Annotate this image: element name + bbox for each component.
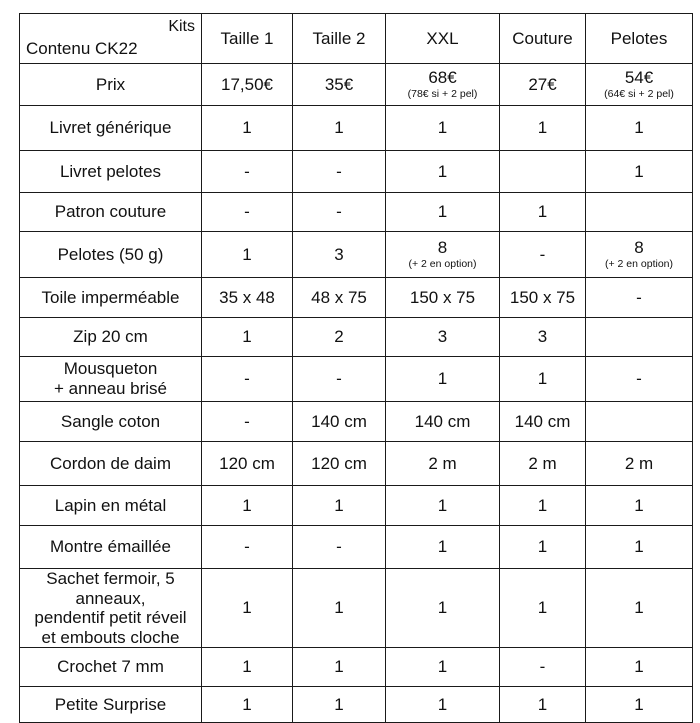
cell-pelotes bbox=[586, 486, 693, 526]
cell-xxl bbox=[386, 442, 500, 486]
cell-value: - bbox=[336, 202, 342, 222]
cell-note: (64€ si + 2 pel) bbox=[604, 88, 674, 101]
cell-note: (+ 2 en option) bbox=[408, 258, 477, 271]
row-label: Montre émaillée bbox=[20, 526, 202, 569]
cell-pelotes bbox=[586, 106, 693, 151]
cell-pelotes bbox=[586, 278, 693, 318]
cell-xxl bbox=[386, 687, 500, 723]
row-label: Prix bbox=[20, 64, 202, 106]
cell-taille-2 bbox=[293, 232, 386, 278]
row-label: Patron couture bbox=[20, 193, 202, 232]
cell-taille-2 bbox=[293, 318, 386, 357]
cell-couture bbox=[500, 318, 586, 357]
cell-taille-1 bbox=[202, 318, 293, 357]
cell-value: 1 bbox=[242, 118, 252, 138]
cell-value: 2 bbox=[334, 327, 344, 347]
cell-taille-2 bbox=[293, 486, 386, 526]
cell-value: 1 bbox=[437, 118, 448, 138]
row-label: Crochet 7 mm bbox=[20, 648, 202, 687]
corner-cell bbox=[20, 14, 202, 64]
cell-note: (78€ si + 2 pel) bbox=[407, 88, 478, 101]
cell-xxl bbox=[386, 648, 500, 687]
cell-value: 48 x 75 bbox=[311, 287, 367, 307]
cell-value: 1 bbox=[437, 202, 448, 222]
row-label: Sachet fermoir, 5 anneaux, pendentif petit réveil et embouts cloche bbox=[20, 569, 202, 648]
cell-value: - bbox=[539, 657, 546, 677]
cell-value: 54€ bbox=[624, 67, 654, 87]
cell-taille-1 bbox=[202, 106, 293, 151]
cell-couture bbox=[500, 486, 586, 526]
table-row bbox=[20, 526, 693, 569]
cell-couture bbox=[500, 278, 586, 318]
cell-couture bbox=[500, 526, 586, 569]
cell-value: - bbox=[336, 161, 342, 181]
table-row bbox=[20, 106, 693, 151]
cell-value: 1 bbox=[437, 161, 448, 181]
cell-value: 140 cm bbox=[311, 411, 367, 431]
cell-xxl bbox=[386, 318, 500, 357]
cell-value: 1 bbox=[537, 694, 548, 714]
cell-value: - bbox=[636, 287, 642, 307]
cell-couture bbox=[500, 569, 586, 648]
cell-taille-2 bbox=[293, 442, 386, 486]
cell-value: 1 bbox=[242, 495, 252, 515]
cell-value: 8 bbox=[437, 237, 448, 257]
cell-taille-2 bbox=[293, 106, 386, 151]
cell-value: 1 bbox=[334, 118, 344, 138]
table-row bbox=[20, 569, 693, 648]
cell-pelotes bbox=[586, 318, 693, 357]
cell-value: 27€ bbox=[528, 74, 557, 94]
table-row bbox=[20, 486, 693, 526]
table-body bbox=[20, 64, 693, 723]
table-row bbox=[20, 193, 693, 232]
cell-xxl bbox=[386, 357, 500, 402]
cell-couture bbox=[500, 357, 586, 402]
cell-pelotes bbox=[586, 402, 693, 442]
table-row bbox=[20, 318, 693, 357]
cell-value: 2 m bbox=[428, 453, 457, 473]
cell-pelotes bbox=[586, 64, 693, 106]
cell-taille-2 bbox=[293, 357, 386, 402]
cell-value: 35 x 48 bbox=[219, 287, 275, 307]
cell-value: 1 bbox=[634, 161, 644, 181]
cell-taille-2 bbox=[293, 193, 386, 232]
cell-value: 1 bbox=[537, 598, 548, 618]
cell-couture bbox=[500, 193, 586, 232]
table-row bbox=[20, 648, 693, 687]
cell-xxl bbox=[386, 486, 500, 526]
cell-taille-1 bbox=[202, 526, 293, 569]
cell-taille-1 bbox=[202, 442, 293, 486]
cell-xxl bbox=[386, 232, 500, 278]
row-label: Toile imperméable bbox=[20, 278, 202, 318]
cell-taille-1 bbox=[202, 687, 293, 723]
table-row bbox=[20, 232, 693, 278]
cell-value: 1 bbox=[537, 495, 548, 515]
column-header-pelotes: Pelotes bbox=[586, 14, 693, 64]
cell-taille-1 bbox=[202, 151, 293, 193]
cell-pelotes bbox=[586, 151, 693, 193]
cell-xxl bbox=[386, 278, 500, 318]
column-header-xxl: XXL bbox=[386, 14, 500, 64]
cell-value: - bbox=[636, 369, 642, 389]
row-label: Livret générique bbox=[20, 106, 202, 151]
cell-xxl bbox=[386, 151, 500, 193]
cell-xxl bbox=[386, 106, 500, 151]
cell-value: 3 bbox=[537, 327, 548, 347]
cell-taille-2 bbox=[293, 402, 386, 442]
cell-pelotes bbox=[586, 193, 693, 232]
cell-taille-2 bbox=[293, 569, 386, 648]
row-label: Zip 20 cm bbox=[20, 318, 202, 357]
cell-value: - bbox=[244, 537, 250, 557]
cell-taille-1 bbox=[202, 193, 293, 232]
cell-value: 1 bbox=[634, 657, 644, 677]
cell-value: 2 m bbox=[624, 453, 654, 473]
column-header-taille-2: Taille 2 bbox=[293, 14, 386, 64]
cell-value: - bbox=[244, 161, 250, 181]
cell-value: 1 bbox=[437, 369, 448, 389]
cell-value: 8 bbox=[634, 237, 644, 257]
row-label: Cordon de daim bbox=[20, 442, 202, 486]
cell-value: - bbox=[244, 369, 250, 389]
cell-value: 68€ bbox=[428, 67, 457, 87]
cell-value: 1 bbox=[242, 657, 252, 677]
table-row bbox=[20, 64, 693, 106]
cell-taille-1 bbox=[202, 569, 293, 648]
cell-pelotes bbox=[586, 232, 693, 278]
cell-taille-2 bbox=[293, 526, 386, 569]
cell-couture bbox=[500, 232, 586, 278]
cell-value: 140 cm bbox=[514, 411, 571, 431]
cell-couture bbox=[500, 402, 586, 442]
cell-taille-2 bbox=[293, 64, 386, 106]
header-row bbox=[20, 14, 693, 64]
cell-value: 1 bbox=[537, 202, 548, 222]
cell-value: 1 bbox=[437, 537, 448, 557]
cell-value: 120 cm bbox=[311, 453, 367, 473]
cell-taille-2 bbox=[293, 151, 386, 193]
cell-value: 1 bbox=[334, 495, 344, 515]
row-label: Pelotes (50 g) bbox=[20, 232, 202, 278]
cell-value: 1 bbox=[334, 657, 344, 677]
cell-value: 1 bbox=[437, 598, 448, 618]
cell-xxl bbox=[386, 402, 500, 442]
cell-pelotes bbox=[586, 442, 693, 486]
cell-value: 2 m bbox=[528, 453, 557, 473]
cell-value: 1 bbox=[334, 694, 344, 714]
cell-value: 1 bbox=[242, 244, 252, 264]
table-row bbox=[20, 151, 693, 193]
cell-xxl bbox=[386, 64, 500, 106]
cell-value: - bbox=[336, 369, 342, 389]
cell-value: 1 bbox=[634, 118, 644, 138]
cell-couture bbox=[500, 442, 586, 486]
cell-value: 1 bbox=[242, 694, 252, 714]
cell-value: 120 cm bbox=[219, 453, 275, 473]
cell-value: - bbox=[244, 411, 250, 431]
cell-value: 1 bbox=[242, 327, 252, 347]
cell-value: 17,50€ bbox=[221, 74, 273, 94]
cell-taille-1 bbox=[202, 486, 293, 526]
cell-value: - bbox=[539, 244, 546, 264]
cell-value: 1 bbox=[634, 598, 644, 618]
cell-value: 1 bbox=[634, 537, 644, 557]
cell-value: 1 bbox=[537, 537, 548, 557]
cell-pelotes bbox=[586, 357, 693, 402]
cell-couture bbox=[500, 648, 586, 687]
cell-taille-2 bbox=[293, 278, 386, 318]
row-label: Petite Surprise bbox=[20, 687, 202, 723]
row-label: Livret pelotes bbox=[20, 151, 202, 193]
cell-taille-1 bbox=[202, 357, 293, 402]
cell-value: 1 bbox=[634, 694, 644, 714]
cell-value: - bbox=[244, 202, 250, 222]
table-row bbox=[20, 442, 693, 486]
row-label: Sangle coton bbox=[20, 402, 202, 442]
cell-pelotes bbox=[586, 648, 693, 687]
cell-taille-1 bbox=[202, 402, 293, 442]
table-row bbox=[20, 278, 693, 318]
cell-value: 1 bbox=[334, 598, 344, 618]
kits-label: Kits bbox=[168, 18, 195, 35]
cell-pelotes bbox=[586, 687, 693, 723]
cell-couture bbox=[500, 64, 586, 106]
column-header-taille-1: Taille 1 bbox=[202, 14, 293, 64]
cell-value: 150 x 75 bbox=[409, 287, 476, 307]
cell-value: 1 bbox=[242, 598, 252, 618]
cell-value: 1 bbox=[437, 495, 448, 515]
cell-value: 3 bbox=[334, 244, 344, 264]
table-row bbox=[20, 402, 693, 442]
kits-contents-table bbox=[19, 13, 693, 723]
cell-value: 1 bbox=[634, 495, 644, 515]
cell-value: - bbox=[336, 537, 342, 557]
cell-value: 3 bbox=[437, 327, 448, 347]
cell-taille-2 bbox=[293, 687, 386, 723]
table-row bbox=[20, 687, 693, 723]
cell-pelotes bbox=[586, 526, 693, 569]
row-label: Lapin en métal bbox=[20, 486, 202, 526]
cell-xxl bbox=[386, 526, 500, 569]
cell-value: 1 bbox=[437, 694, 448, 714]
cell-value: 1 bbox=[537, 118, 548, 138]
cell-couture bbox=[500, 687, 586, 723]
cell-taille-2 bbox=[293, 648, 386, 687]
column-header-couture: Couture bbox=[500, 14, 586, 64]
cell-taille-1 bbox=[202, 648, 293, 687]
cell-value: 35€ bbox=[324, 74, 354, 94]
cell-taille-1 bbox=[202, 64, 293, 106]
cell-pelotes bbox=[586, 569, 693, 648]
cell-note: (+ 2 en option) bbox=[604, 258, 673, 271]
cell-taille-1 bbox=[202, 278, 293, 318]
row-label: Mousqueton + anneau brisé bbox=[20, 357, 202, 402]
cell-taille-1 bbox=[202, 232, 293, 278]
cell-value: 150 x 75 bbox=[509, 287, 576, 307]
contenu-label: Contenu CK22 bbox=[26, 39, 138, 59]
cell-value: 140 cm bbox=[414, 411, 471, 431]
cell-xxl bbox=[386, 569, 500, 648]
cell-value: 1 bbox=[537, 369, 548, 389]
cell-couture bbox=[500, 106, 586, 151]
cell-value: 1 bbox=[437, 657, 448, 677]
cell-couture bbox=[500, 151, 586, 193]
cell-xxl bbox=[386, 193, 500, 232]
table-row bbox=[20, 357, 693, 402]
